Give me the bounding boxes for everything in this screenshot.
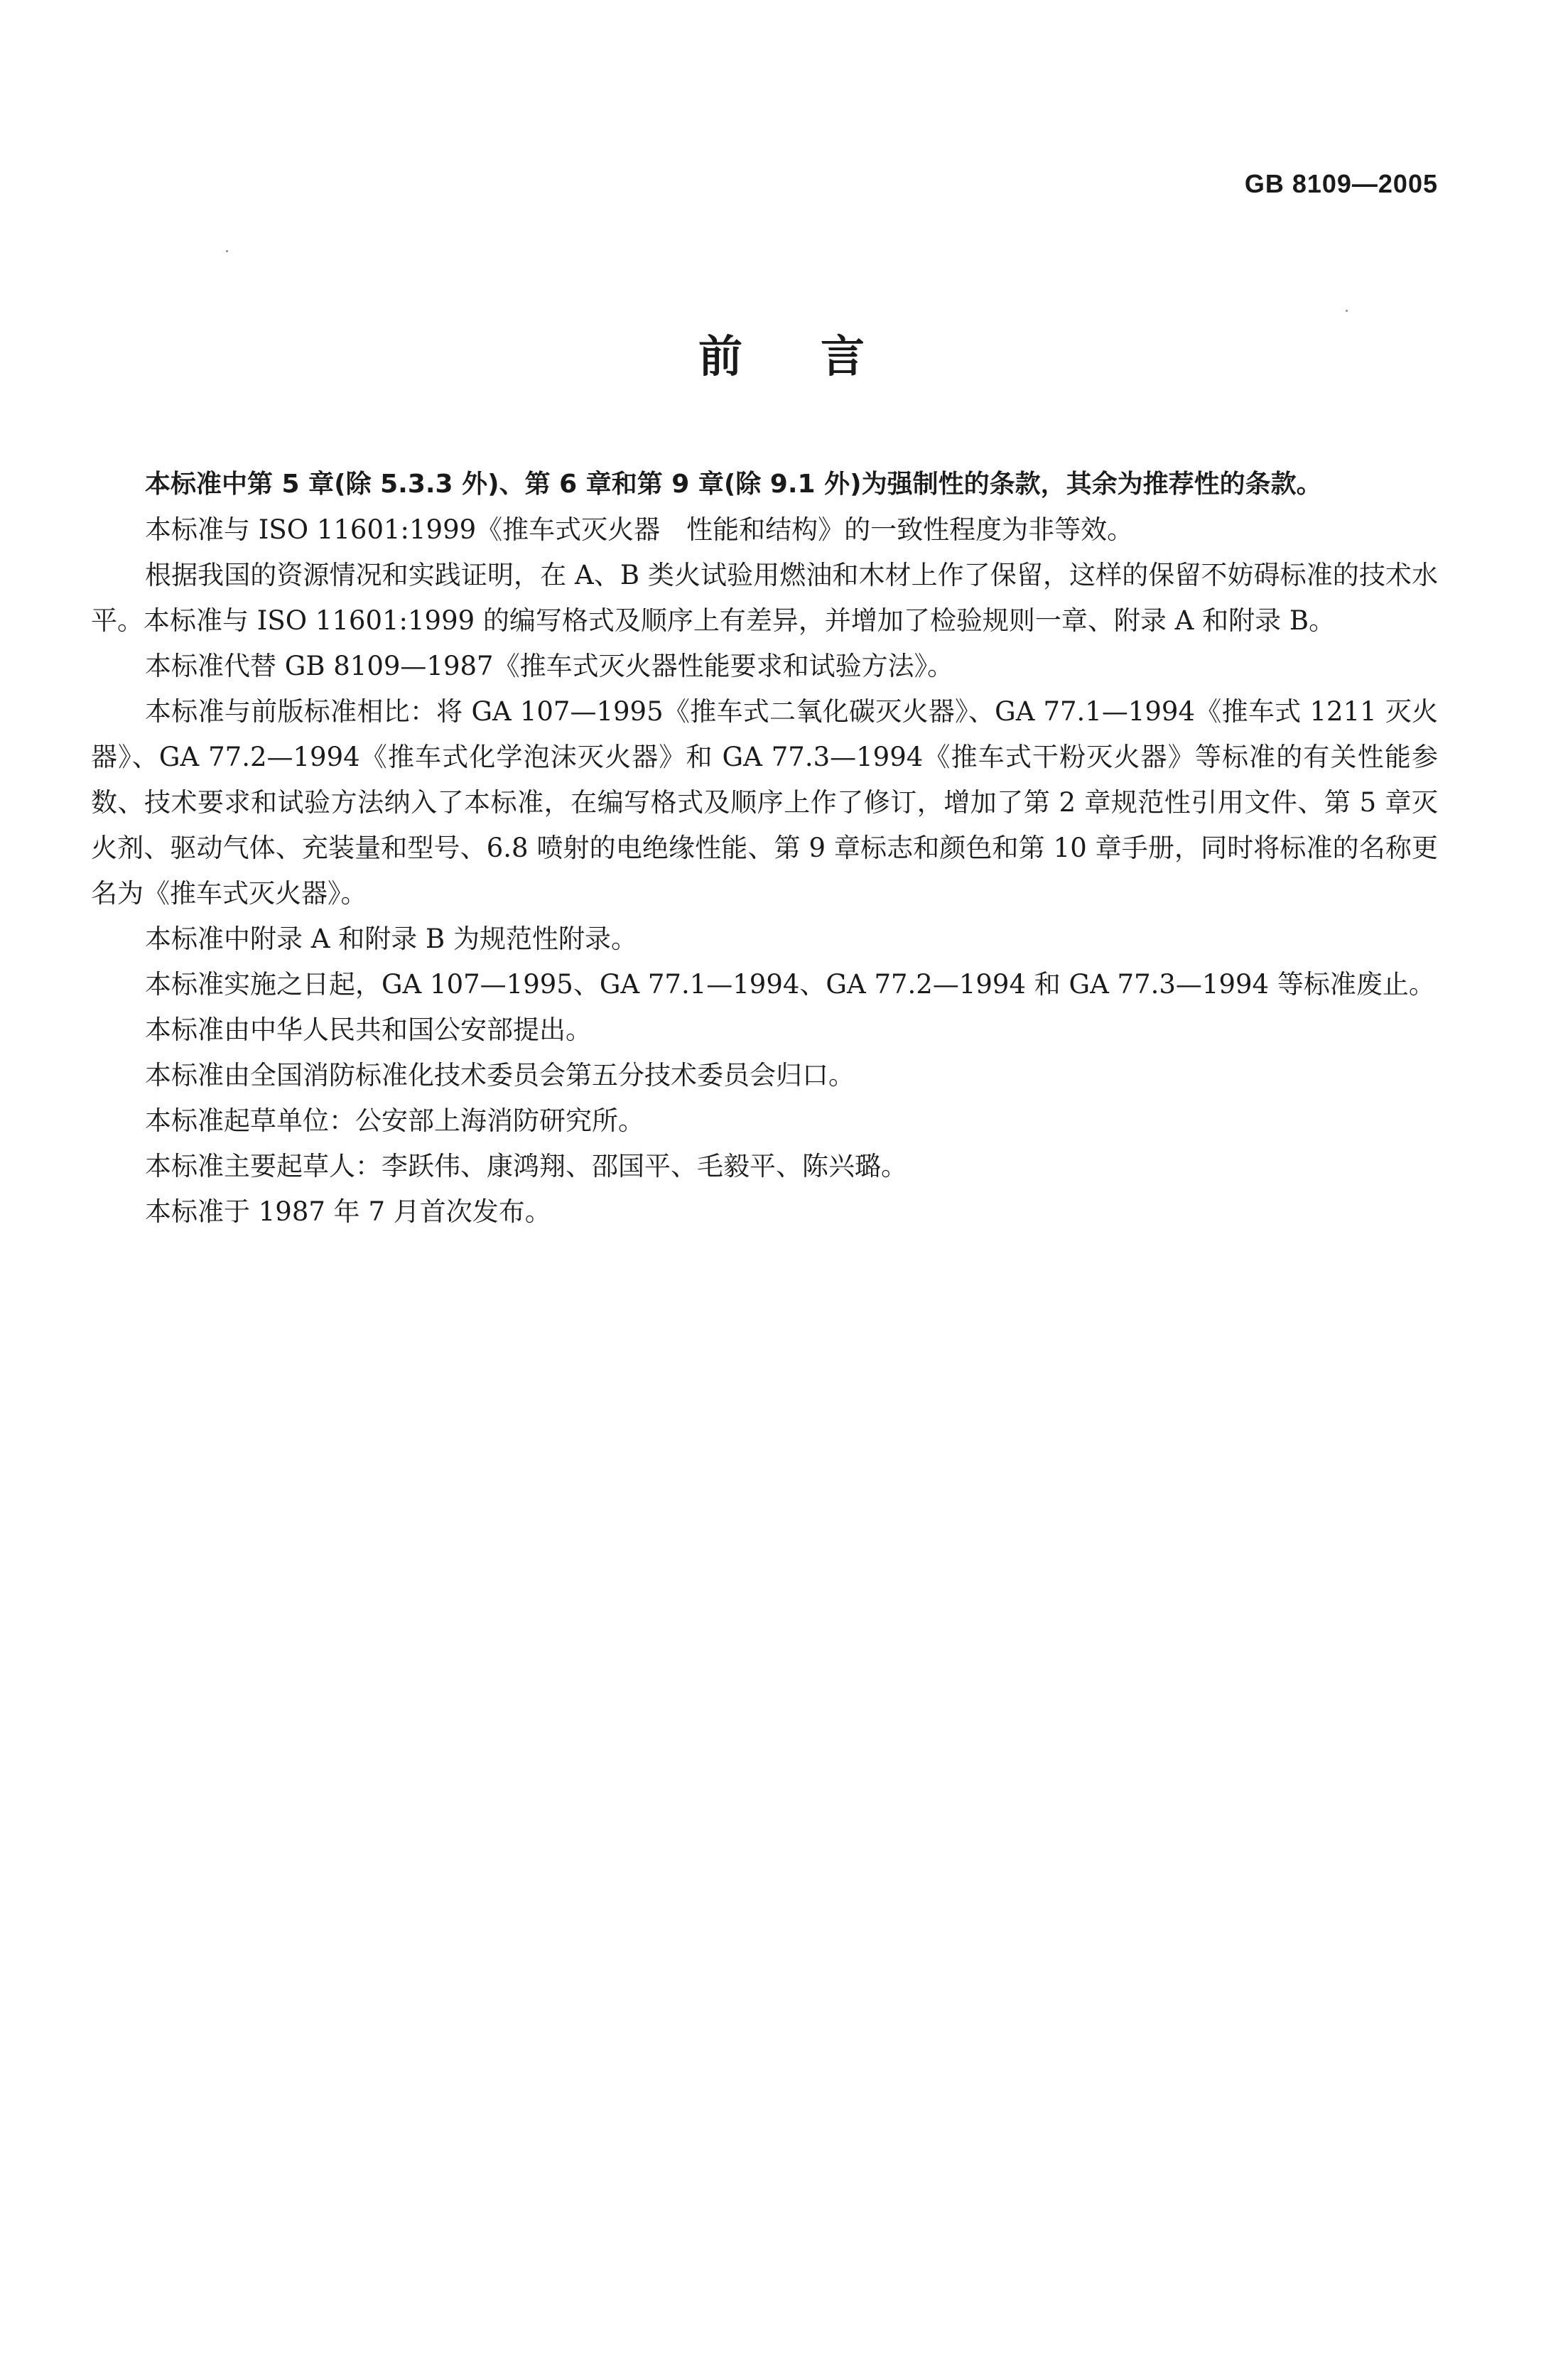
paragraph-abolished: 本标准实施之日起，GA 107—1995、GA 77.1—1994、GA 77.2—1994 和 GA 77.3—1994 等标准废止。 <box>145 969 1435 1000</box>
scan-speck <box>226 250 228 252</box>
paragraph-proposed-by: 本标准由中华人民共和国公安部提出。 <box>145 1015 592 1045</box>
paragraph-first-issued: 本标准于 1987 年 7 月首次发布。 <box>145 1196 551 1227</box>
paragraph-replaces: 本标准代替 GB 8109—1987《推车式灭火器性能要求和试验方法》。 <box>145 651 954 681</box>
document-code: GB 8109—2005 <box>1244 169 1438 198</box>
paragraph-changes: 本标准与前版标准相比：将 GA 107—1995《推车式二氧化碳灭火器》、GA 77.1—1994《推车式 1211 灭火器》、GA 77.2—1994《推车式化学泡沫灭火器》和 GA 77.3—1994《推车式干粉灭火器》等标准的有关性能参数、技术要求和试验方法纳入了本标准，在编写格式及顺序上作了修订，增加了第 2 章规范性引用文件、第 5 章灭火剂、驱动气体、充装量和型号、6.8 喷射的电绝缘性能、第 9 章标志和颜色和第 10 章手册，同时将标准的名称更名为《推车式灭火器》。 <box>91 696 1438 909</box>
foreword-body <box>91 462 1438 1235</box>
scan-speck <box>1346 310 1348 312</box>
paragraph-annexes: 本标准中附录 A 和附录 B 为规范性附录。 <box>145 924 637 954</box>
page-title: 前言 <box>698 330 943 382</box>
paragraph-drafters: 本标准主要起草人：李跃伟、康鸿翔、邵国平、毛毅平、陈兴璐。 <box>145 1151 907 1181</box>
paragraph-drafting-unit: 本标准起草单位：公安部上海消防研究所。 <box>145 1105 644 1136</box>
paragraph-mandatory-clauses: 本标准中第 5 章(除 5.3.3 外)、第 6 章和第 9 章(除 9.1 外)为强制性的条款，其余为推荐性的条款。 <box>145 470 1322 499</box>
paragraph-administered-by: 本标准由全国消防标准化技术委员会第五分技术委员会归口。 <box>145 1060 855 1091</box>
paragraph-iso-consistency: 本标准与 ISO 11601:1999《推车式灭火器 性能和结构》的一致性程度为非等效。 <box>145 514 1134 545</box>
paragraph-reservations: 根据我国的资源情况和实践证明，在 A、B 类火试验用燃油和木材上作了保留，这样的保留不妨碍标准的技术水平。本标准与 ISO 11601:1999 的编写格式及顺序上有差异，并增加了检验规则一章、附录 A 和附录 B。 <box>91 560 1438 636</box>
